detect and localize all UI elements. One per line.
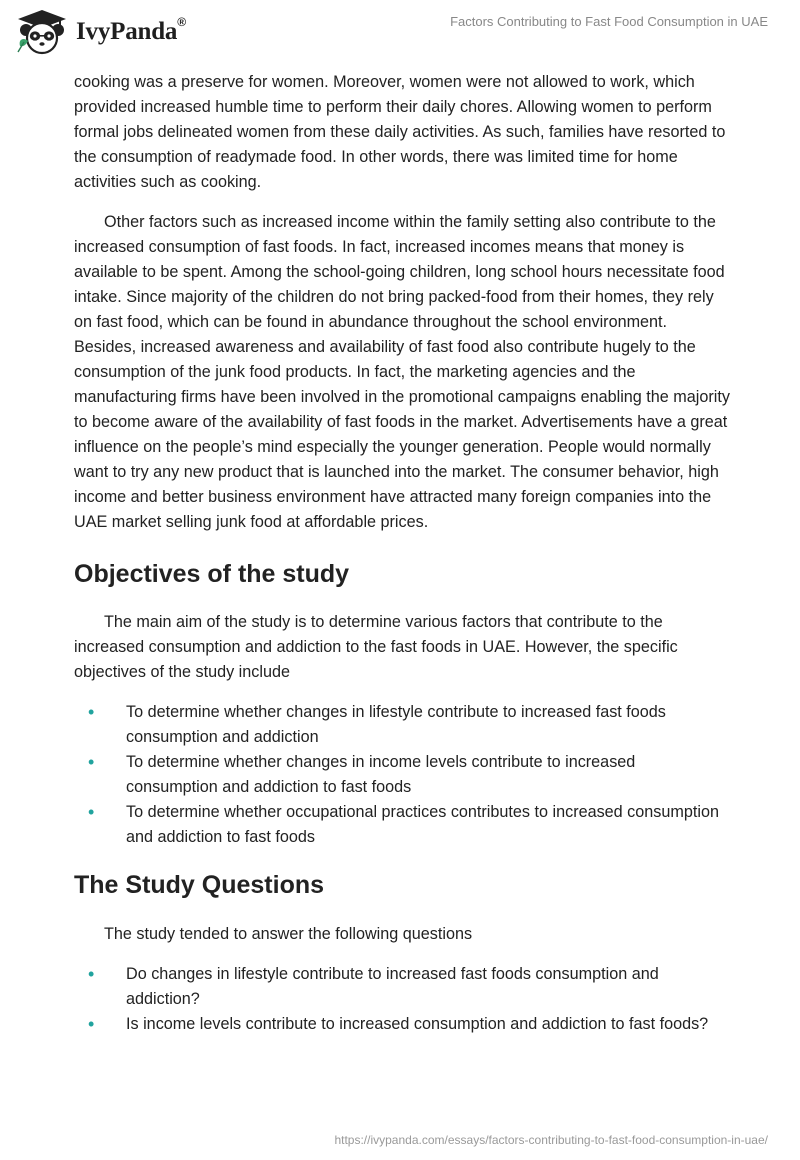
list-item-text: Do changes in lifestyle contribute to increased fast foods consumption and addiction? <box>126 965 659 1008</box>
body-paragraph: Other factors such as increased income within the family setting also contribute to the increased consumption of fast foods. In fact, increased incomes means that money is available to be spent. Among the school-going children, long school hours necessitate food intake. Since majority of the children do not bring packed-food from their homes, they rely on fast food, which can be found in abundance throughout the school environment. Besides, increased awareness and availability of fast food also contribute hugely to the consumption of the junk food products. In fact, the marketing agencies and the manufacturing firms have been involved in the promotional campaigns enabling the majority to become aware of the availability of fast foods in the market. Advertisements have a great influence on the people’s mind especially the younger generation. People would normally want to try any new product that is launched into the market. The consumer behavior, high income and better business environment have attracted many foreign companies into the UAE market selling junk food at affordable prices. <box>74 213 730 531</box>
brand-name-text: IvyPanda <box>76 18 178 45</box>
list-item-text: Is income levels contribute to increased consumption and addiction to fast foods? <box>126 1015 709 1033</box>
questions-list <box>74 962 730 1037</box>
list-item <box>74 750 730 800</box>
list-item <box>74 800 730 850</box>
registered-mark: ® <box>177 14 186 29</box>
page-header <box>0 0 800 70</box>
list-item-text: To determine whether occupational practices contributes to increased consumption and addiction to fast foods <box>126 803 719 846</box>
objectives-list <box>74 700 730 850</box>
list-item-text: To determine whether changes in lifestyle contribute to increased fast foods consumption and addiction <box>126 703 666 746</box>
bullet-icon: • <box>88 702 95 722</box>
bullet-icon: • <box>88 802 95 822</box>
document-title: Factors Contributing to Fast Food Consumption in UAE <box>450 14 768 29</box>
list-item-text: To determine whether changes in income levels contribute to increased consumption and addiction to fast foods <box>126 753 636 796</box>
panda-graduate-icon <box>14 8 70 56</box>
bullet-icon: • <box>88 964 95 984</box>
section-heading-objectives: Objectives of the study <box>74 560 350 588</box>
section-heading-questions: The Study Questions <box>74 871 325 899</box>
objectives-intro: The main aim of the study is to determine various factors that contribute to the increased consumption and addiction to the fast foods in UAE. However, the specific objectives of the study include <box>74 613 678 681</box>
list-item <box>74 700 730 750</box>
bullet-icon: • <box>88 752 95 772</box>
list-item <box>74 1012 730 1037</box>
essay-content <box>74 70 730 1037</box>
questions-intro: The study tended to answer the following questions <box>104 925 473 943</box>
list-item <box>74 962 730 1012</box>
body-paragraph: cooking was a preserve for women. Moreover, women were not allowed to work, which provided increased humble time to perform their daily chores. Allowing women to perform formal jobs delineated women from these daily activities. As such, families have resorted to the consumption of readymade food. In other words, there was limited time for home activities such as cooking. <box>74 73 726 191</box>
brand-name <box>76 14 186 46</box>
bullet-icon: • <box>88 1014 95 1034</box>
source-url[interactable]: https://ivypanda.com/essays/factors-contributing-to-fast-food-consumption-in-uae/ <box>334 1133 768 1147</box>
brand-logo[interactable] <box>14 8 186 56</box>
